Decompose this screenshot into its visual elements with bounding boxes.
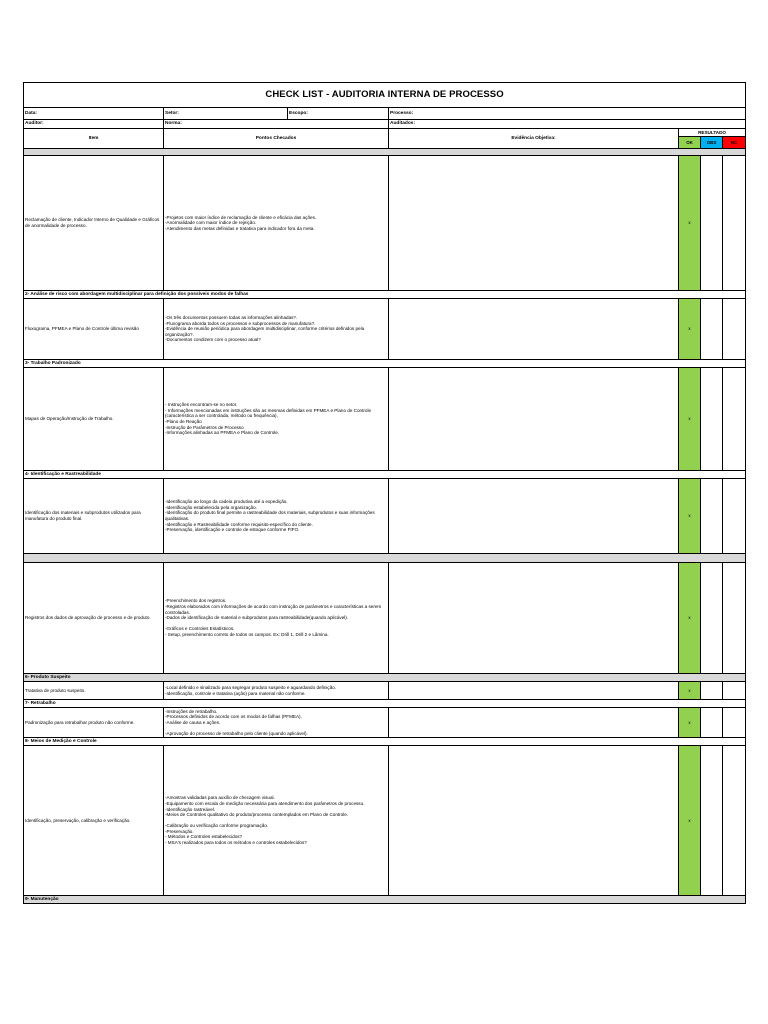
setor-field[interactable]: Setor: bbox=[164, 108, 288, 120]
page-title: CHECK LIST - AUDITORIA INTERNA DE PROCESSO bbox=[24, 83, 746, 108]
section-header: 6- Produto Suspeito bbox=[24, 674, 746, 682]
section-header: 4- Identificação e Rastreabilidade bbox=[24, 471, 746, 479]
row-nc-cell[interactable] bbox=[723, 156, 746, 291]
row-obs-cell[interactable] bbox=[701, 682, 723, 700]
row-nc-cell[interactable] bbox=[723, 368, 746, 471]
checklist-sheet bbox=[23, 82, 745, 904]
row-obs-cell[interactable] bbox=[701, 708, 723, 738]
row-nc-cell[interactable] bbox=[723, 299, 746, 360]
row-evidencia[interactable] bbox=[389, 299, 679, 360]
row-item: Tratativa de produto suspeito. bbox=[24, 682, 164, 700]
row-pontos: -Identificação ao longo da cadeia produtiva até a expedição. -Identificação estabelecida pela organização. -Identificação do produto final permite a rastreabilidade dos materiais, subprodutos e suas informações qualitativas. -Identificação e Rastreabilidade conforme requisito-específico do cliente. -Preservação, identificação e controle de estoque conforme FIFO. bbox=[164, 479, 389, 554]
row-nc-cell[interactable] bbox=[723, 682, 746, 700]
row-item: Registros dos dados de aprovação de processo e de produto. bbox=[24, 563, 164, 674]
resultado-header: RESULTADO bbox=[679, 129, 746, 137]
nc-header: NC bbox=[723, 137, 746, 149]
section-header: 8- Meios de Medição e Controle bbox=[24, 738, 746, 746]
row-nc-cell[interactable] bbox=[723, 746, 746, 896]
section-header: 2- Análise de risco com abordagem multidisciplinar para definição dos possíveis modos de falhas bbox=[24, 291, 746, 299]
row-obs-cell[interactable] bbox=[701, 563, 723, 674]
auditados-field[interactable]: Auditados: bbox=[389, 120, 746, 129]
row-item: Mapas de Operação/Instrução de Trabalho. bbox=[24, 368, 164, 471]
section-header: 3- Trabalho Padronizado bbox=[24, 360, 746, 368]
section-header-blank bbox=[24, 554, 746, 563]
row-item: Padronização para retrabalhar produto não conforme. bbox=[24, 708, 164, 738]
row-evidencia[interactable] bbox=[389, 708, 679, 738]
row-pontos: - Instruções encontram-se no setor. - Informações mencionadas em instruções são as mesmas definidas em PFMEA e Plano de Controle (característica a ser controlada, método ou frequência). -Plano de Reação -Instrução de Parâmetros de Processo -Informações alinhadas ao PFMEA e Plano de Controle. bbox=[164, 368, 389, 471]
row-pontos: -Amostras validadas para auxílio de checagem visual. -Equipamento com escala de medição necessária para atendimento dos parâmetros de processo. -Identificação rastreável. -Meios de Controles qualitativo do produto/processo contemplados em Plano de Controle. -Calibração ou verificação conforme programação. -Preservação. - Métodos e Controles estabelecidos? - MSA's realizados para todos os métodos e controles estabelecidos? bbox=[164, 746, 389, 896]
row-pontos: -Local definido e sinalizado para segregar produto suspeito e aguardando definição. -Identificação, controle e tratativa (ação) para material não conforme. bbox=[164, 682, 389, 700]
obs-header: OBS bbox=[701, 137, 723, 149]
row-evidencia[interactable] bbox=[389, 682, 679, 700]
row-evidencia[interactable] bbox=[389, 563, 679, 674]
row-pontos: -Projetos com maior índice de reclamação de cliente e eficácia das ações. -Anormalidade com maior índice de rejeição. -Atendimento das metas definidas e tratativa para indicador fora da meta. bbox=[164, 156, 389, 291]
row-ok-cell[interactable]: x bbox=[679, 368, 701, 471]
pontos-column-header: Pontos Checados bbox=[164, 129, 389, 149]
escopo-field[interactable]: Escopo: bbox=[288, 108, 389, 120]
row-ok-cell[interactable]: x bbox=[679, 299, 701, 360]
row-ok-cell[interactable]: x bbox=[679, 156, 701, 291]
row-item: Reclamação de cliente, Indicador Interno de Qualidade e Gráficos de anormalidade de processo. bbox=[24, 156, 164, 291]
row-ok-cell[interactable]: x bbox=[679, 682, 701, 700]
row-ok-cell[interactable]: x bbox=[679, 479, 701, 554]
processo-field[interactable]: Processo: bbox=[389, 108, 746, 120]
row-evidencia[interactable] bbox=[389, 746, 679, 896]
norma-field[interactable]: Norma: bbox=[164, 120, 389, 129]
row-obs-cell[interactable] bbox=[701, 479, 723, 554]
row-evidencia[interactable] bbox=[389, 479, 679, 554]
row-evidencia[interactable] bbox=[389, 368, 679, 471]
row-item: Identificação, preservação, calibração e verificação. bbox=[24, 746, 164, 896]
section-header: 7- Retrabalho bbox=[24, 700, 746, 708]
ok-header: OK bbox=[679, 137, 701, 149]
checklist-table bbox=[23, 82, 746, 904]
row-pontos: -Instruções de retrabalho. -Processos definidos de acordo com os modos de falhas (PFMEA). -Análise de causa e ações. -Aprovação do processo de retrabalho pelo cliente (quando aplicável). bbox=[164, 708, 389, 738]
row-nc-cell[interactable] bbox=[723, 563, 746, 674]
section-header-blank bbox=[24, 149, 746, 156]
row-obs-cell[interactable] bbox=[701, 299, 723, 360]
row-obs-cell[interactable] bbox=[701, 156, 723, 291]
row-nc-cell[interactable] bbox=[723, 479, 746, 554]
row-ok-cell[interactable]: x bbox=[679, 746, 701, 896]
row-item: Fluxograma, PFMEA e Plano de Controle última revisão bbox=[24, 299, 164, 360]
evidencia-column-header: Evidência Objetiva: bbox=[389, 129, 679, 149]
row-obs-cell[interactable] bbox=[701, 368, 723, 471]
row-ok-cell[interactable]: x bbox=[679, 563, 701, 674]
item-column-header: Item bbox=[24, 129, 164, 149]
section-header-footer: 9- Manutenção bbox=[24, 896, 746, 904]
row-nc-cell[interactable] bbox=[723, 708, 746, 738]
row-ok-cell[interactable]: x bbox=[679, 708, 701, 738]
row-pontos: -Preenchimento dos registros. -Registros elaborados com informações de acordo com instrução de parâmetros e características a serem controladas. -Dados de identificação de material e subprodutos para rastreabilidade(quando aplicável). -Gráficos e Controles Estatísticos. - Setup, preenchimento correto de todos os campos. Ex: Drill 1, Drill 2 e Lâmina. bbox=[164, 563, 389, 674]
row-item: Identificação dos materiais e subprodutos utilizados para manufatura do produto final. bbox=[24, 479, 164, 554]
row-evidencia[interactable] bbox=[389, 156, 679, 291]
auditor-field[interactable]: Auditor: bbox=[24, 120, 164, 129]
data-field[interactable]: Data: bbox=[24, 108, 164, 120]
row-obs-cell[interactable] bbox=[701, 746, 723, 896]
row-pontos: -Os três documentos possuem todas as informações alinhadas?. -Fluxograma aborda todos os processos e subprocessos de manufatura?. -Evidência de reunião periódica para abordagem multidisciplinar, conforme critérios definidos pela organização?. -Documentos condizem com o processo atual? bbox=[164, 299, 389, 360]
